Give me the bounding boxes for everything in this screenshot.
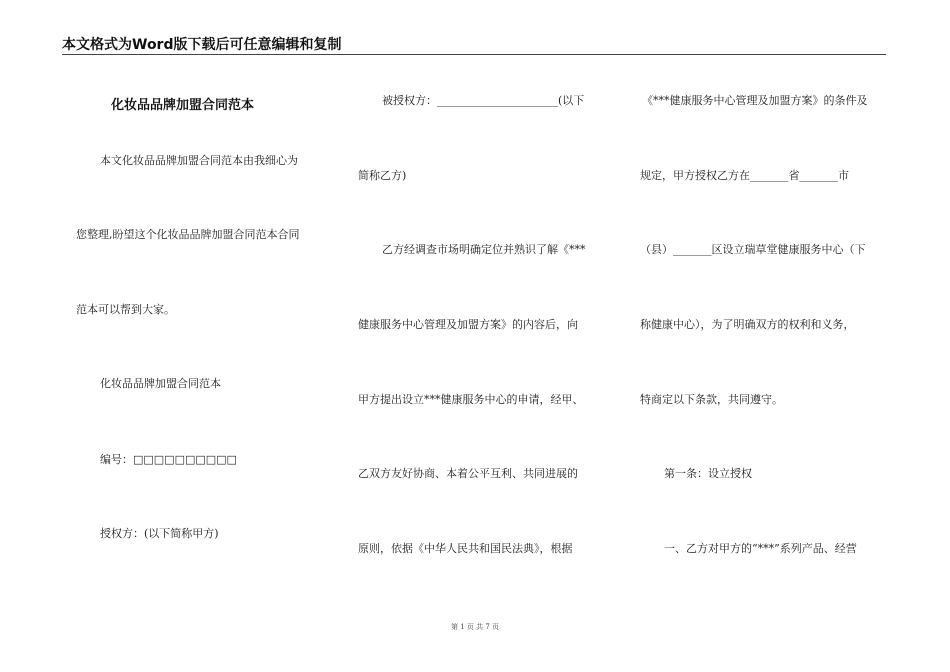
col2-line-4: 健康服务中心管理及加盟方案》的内容后，向 [358, 318, 578, 331]
col3-line-2: 规定，甲方授权乙方在_______省_______市 [640, 169, 849, 182]
col1-line-6: 授权方：(以下简称甲方) [100, 527, 219, 540]
document-title: 化妆品品牌加盟合同范本 [111, 98, 255, 113]
col1-line-5: 编号：□□□□□□□□□□ [100, 453, 237, 466]
col3-line-7: 一、乙方对甲方的“***”系列产品、经营 [664, 542, 857, 555]
header-text: 本文格式为Word版下载后可任意编辑和复制 [62, 37, 342, 53]
col2-line-5: 甲方提出设立***健康服务中心的申请，经甲、 [358, 393, 584, 406]
col2-line-6: 乙双方友好协商、本着公平互利、共同进展的 [358, 467, 578, 480]
col3-line-5: 特商定以下条款，共同遵守。 [640, 393, 783, 406]
col1-line-3: 范本可以帮到大家。 [76, 303, 175, 316]
page-header [62, 34, 886, 55]
col3-line-6: 第一条：设立授权 [664, 467, 752, 480]
col2-line-7: 原则，依据《中华人民共和国民法典》，根据 [358, 542, 573, 555]
col3-line-1: 《***健康服务中心管理及加盟方案》的条件及 [642, 94, 868, 107]
col2-line-2: 简称乙方) [358, 169, 407, 182]
col1-line-2: 您整理,盼望这个化妆品品牌加盟合同范本合同 [76, 228, 300, 241]
col3-line-3: （县）_______区设立瑞草堂健康服务中心（下 [640, 243, 866, 256]
col3-line-4: 称健康中心），为了明确双方的权利和义务， [640, 318, 855, 331]
col1-line-4: 化妆品品牌加盟合同范本 [100, 377, 221, 390]
col1-line-1: 本文化妆品品牌加盟合同范本由我细心为 [100, 154, 298, 167]
page-number: 第 1 页 共 7 页 [450, 623, 500, 631]
col2-line-3: 乙方经调查市场明确定位并熟识了解《*** [382, 243, 586, 256]
col2-line-1: 被授权方：______________________(以下 [382, 94, 585, 107]
